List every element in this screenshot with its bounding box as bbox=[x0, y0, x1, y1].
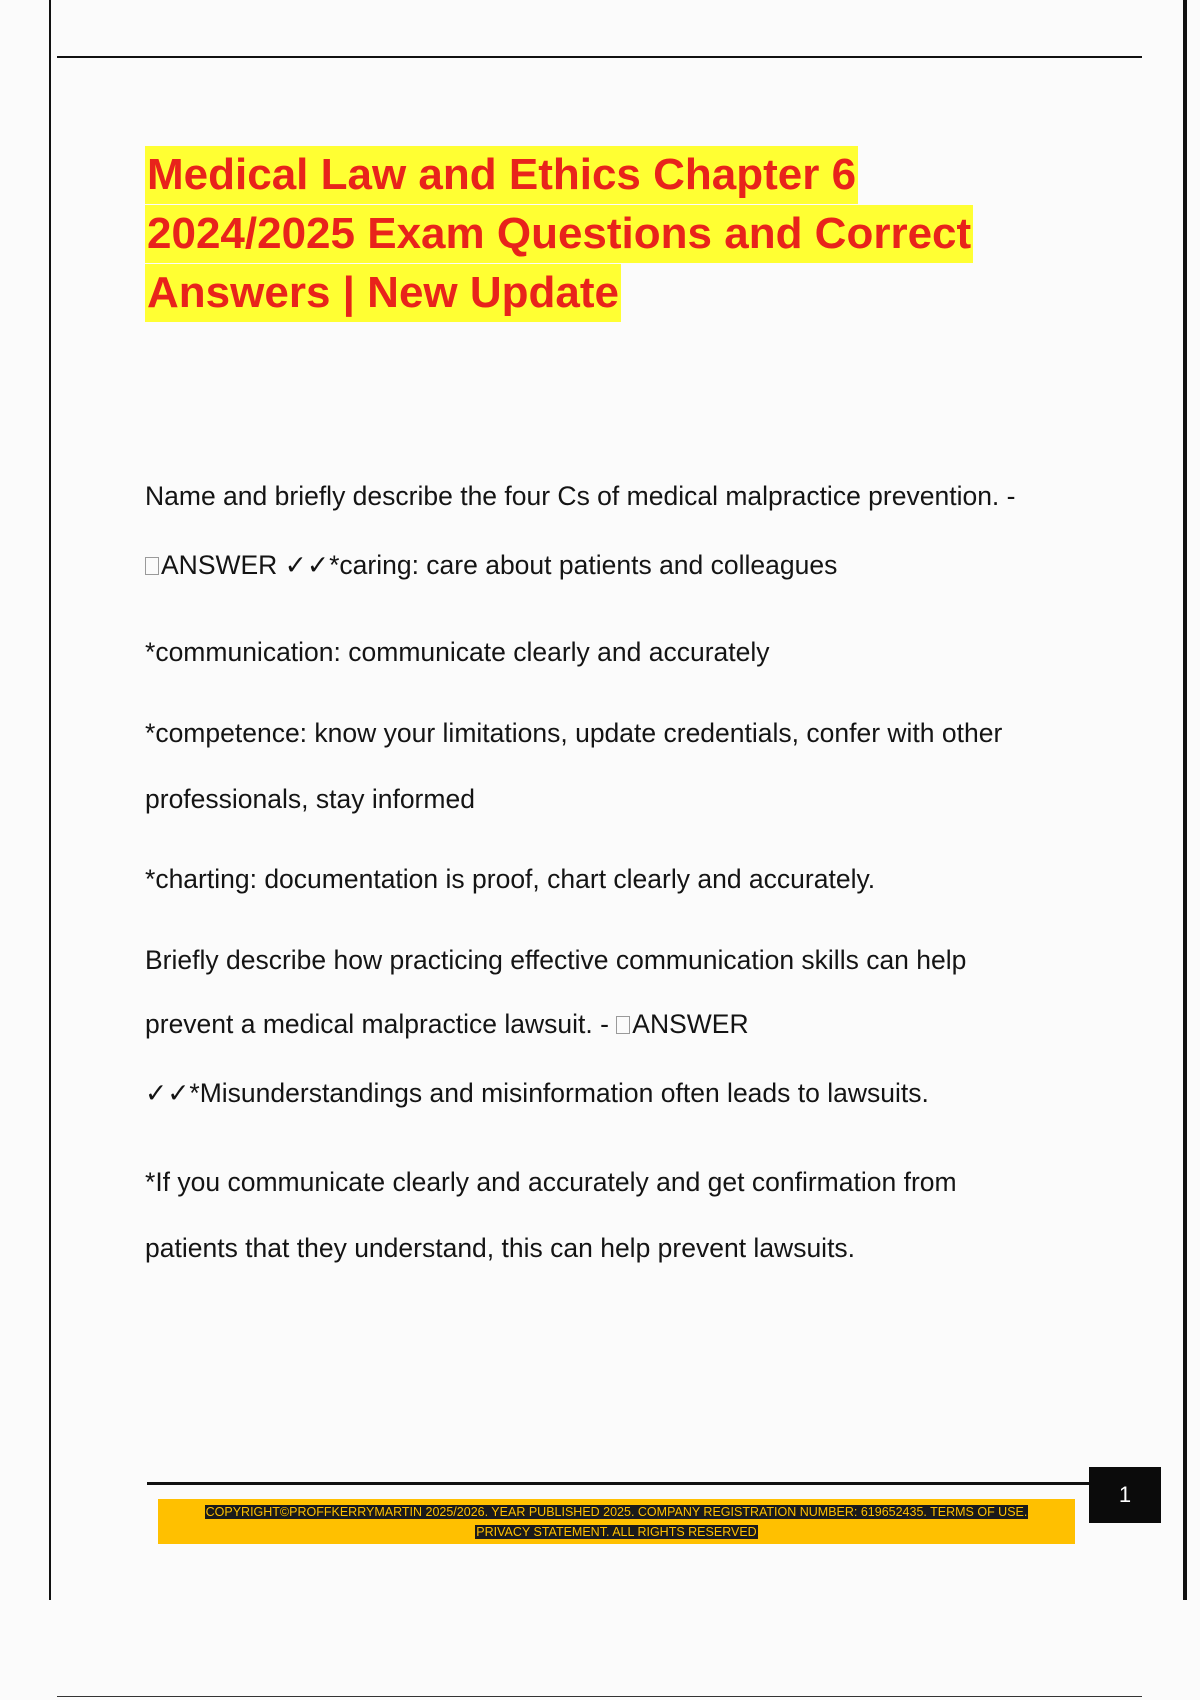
bottom-rule bbox=[57, 1696, 1142, 1697]
answer-1-communication: *communication: communicate clearly and accurately bbox=[145, 637, 770, 667]
question-2-tail: prevent a medical malpractice lawsuit. - bbox=[145, 1009, 617, 1039]
footer-copyright-line-2: PRIVACY STATEMENT. ALL RIGHTS RESERVED bbox=[476, 1525, 757, 1539]
missing-glyph-box-icon bbox=[616, 1016, 630, 1034]
answer-1-first-line bbox=[145, 549, 837, 581]
page-border-left bbox=[49, 0, 51, 1600]
footer-rule bbox=[147, 1482, 1089, 1485]
answer-1-charting: *charting: documentation is proof, chart clearly and accurately. bbox=[145, 864, 876, 894]
answer-2-text: ✓✓*Misunderstandings and misinformation often leads to lawsuits. bbox=[145, 1078, 929, 1108]
question-1-text: Name and briefly describe the four Cs of medical malpractice prevention. - bbox=[145, 481, 1016, 511]
answer-2-text-end: patients that they understand, this can help prevent lawsuits. bbox=[145, 1233, 856, 1263]
title-line-1: Medical Law and Ethics Chapter 6 bbox=[145, 146, 858, 204]
title-line-3: Answers | New Update bbox=[145, 264, 621, 322]
header-rule bbox=[57, 56, 1142, 58]
footer-copyright-line-1: COPYRIGHT©PROFFKERRYMARTIN 2025/2026. YEAR PUBLISHED 2025. COMPANY REGISTRATION NUMBER: 619652435. TERMS OF USE. bbox=[205, 1505, 1028, 1519]
answer-1-competence-cont: professionals, stay informed bbox=[145, 784, 475, 814]
missing-glyph-box-icon bbox=[145, 557, 159, 575]
answer-2-label: ANSWER bbox=[632, 1009, 749, 1039]
question-2-text-cont bbox=[145, 1008, 749, 1040]
document-title bbox=[145, 146, 1075, 323]
answer-2-text-cont: *If you communicate clearly and accurately and get confirmation from bbox=[145, 1167, 957, 1197]
answer-1-text: ANSWER ✓✓*caring: care about patients and colleagues bbox=[161, 550, 838, 580]
page-border-right bbox=[1183, 0, 1187, 1600]
page-number: 1 bbox=[1089, 1467, 1161, 1523]
footer-copyright bbox=[158, 1502, 1075, 1542]
question-2-text: Briefly describe how practicing effective communication skills can help bbox=[145, 945, 967, 975]
title-line-2: 2024/2025 Exam Questions and Correct bbox=[145, 205, 973, 263]
answer-1-competence: *competence: know your limitations, update credentials, confer with other bbox=[145, 718, 1003, 748]
